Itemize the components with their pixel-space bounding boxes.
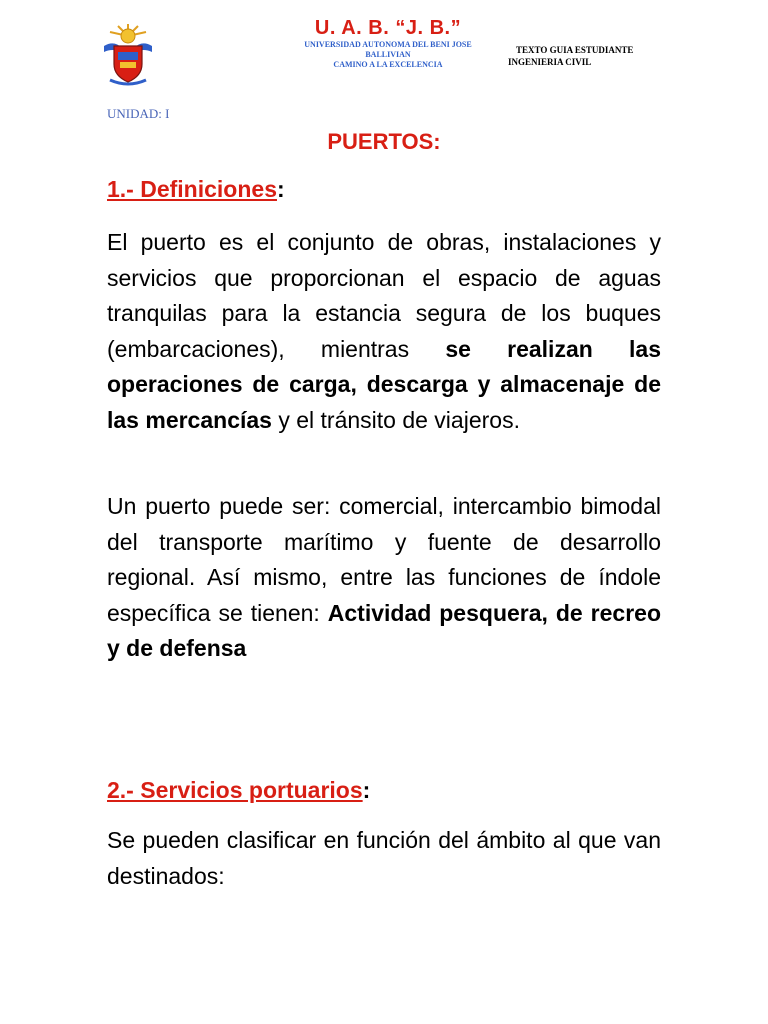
page-title: PUERTOS:: [327, 129, 441, 154]
heading-colon: :: [362, 777, 371, 803]
paragraph-text: Un puerto puede ser: comercial, intercambio bimodal del transporte marítimo y fuente de desarrollo regional. Así mismo, entre las funciones de índole específica se tienen:: [107, 493, 661, 626]
header-right-block: [508, 44, 658, 68]
section-heading-text: 2.- Servicios portuarios: [107, 777, 363, 803]
university-motto: CAMINO A LA EXCELENCIA: [333, 60, 443, 69]
university-name-line2: BALLIVIAN: [365, 50, 411, 59]
header-center-block: [288, 16, 488, 70]
paragraph-bold-text: Actividad pesquera, de recreo y de defensa: [107, 599, 661, 661]
guide-text-label: TEXTO GUIA ESTUDIANTE: [516, 45, 634, 55]
page-header: [0, 0, 768, 100]
section-heading-text: 1.- Definiciones: [107, 176, 277, 202]
university-logo-icon: [100, 22, 156, 88]
career-label: INGENIERIA CIVIL: [508, 57, 592, 67]
paragraph-services: Se pueden clasificar en función del ámbito al que van destinados:: [107, 827, 661, 889]
unit-label: UNIDAD: I: [107, 106, 170, 121]
section-heading-definiciones: [107, 173, 285, 205]
paragraph-port-types: [107, 489, 661, 667]
section-heading-servicios: [107, 774, 370, 806]
university-name-line1: UNIVERSIDAD AUTONOMA DEL BENI JOSE: [304, 40, 472, 49]
paragraph-bold-text: se realizan las operaciones de carga, descarga y almacenaje de las mercancías: [107, 335, 661, 433]
university-acronym: U. A. B. “J. B.”: [314, 17, 462, 39]
paragraph-definition: [107, 225, 661, 438]
paragraph-text: El puerto es el conjunto de obras, instalaciones y servicios que proporcionan el espacio de aguas tranquilas para la estancia segura de los buques (embarcaciones), mientras: [107, 229, 661, 362]
paragraph-text: y el tránsito de viajeros.: [271, 406, 520, 433]
heading-colon: :: [276, 176, 285, 202]
